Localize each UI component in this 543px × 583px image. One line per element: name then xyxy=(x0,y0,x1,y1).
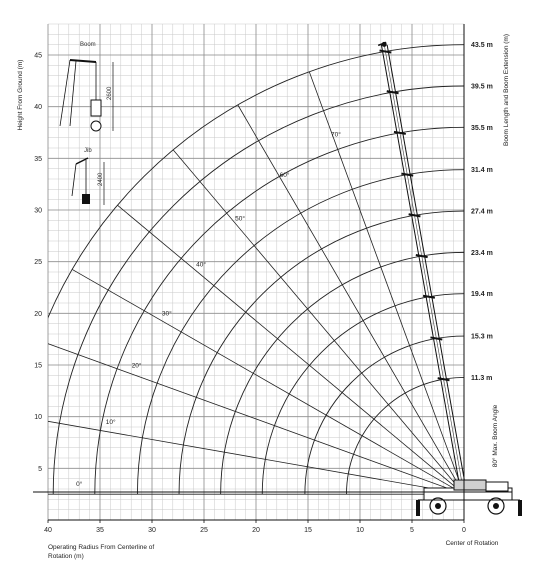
y-tick-label: 20 xyxy=(34,310,42,318)
boom-angle-label: 20° xyxy=(131,362,142,370)
crane-superstructure xyxy=(486,482,508,491)
outrigger-right xyxy=(518,500,522,516)
boom-length-label: 15.3 m xyxy=(471,333,493,341)
inset-jib-block xyxy=(82,194,90,204)
boom-length-label: 27.4 m xyxy=(471,208,493,216)
y-tick-label: 30 xyxy=(34,207,42,215)
y-tick-label: 15 xyxy=(34,362,42,370)
x-tick-label: 0 xyxy=(462,527,466,534)
inset-hook xyxy=(91,121,101,131)
y-tick-label: 40 xyxy=(34,104,42,112)
x-tick-label: 10 xyxy=(356,527,364,534)
x-tick-label: 5 xyxy=(410,527,414,534)
x-tick-label: 20 xyxy=(252,527,260,534)
x-tick-label: 25 xyxy=(200,527,208,534)
boom-angle-label: 10° xyxy=(105,418,116,426)
rear-wheel-hub xyxy=(493,503,499,509)
boom-length-label: 19.4 m xyxy=(471,291,493,299)
y-tick-label: 5 xyxy=(38,465,42,473)
inset-boom-label: Boom xyxy=(80,42,96,48)
x-tick-label: 40 xyxy=(44,527,52,534)
boom-angle-label: 30° xyxy=(161,310,172,318)
boom-length-label: 43.5 m xyxy=(471,42,493,50)
boom-length-label: 31.4 m xyxy=(471,167,493,175)
center-of-rotation-label: Center of Rotation xyxy=(445,540,499,547)
boom-angle-label: 40° xyxy=(196,261,207,269)
max-angle-label: 80° Max. Boom Angle xyxy=(492,404,499,468)
boom-angle-label: 60° xyxy=(279,172,290,180)
x-tick-label: 15 xyxy=(304,527,312,534)
inset-dim-1: 2600 xyxy=(107,86,113,100)
y-tick-label: 10 xyxy=(34,414,42,422)
inset-dim-2: 2400 xyxy=(98,172,104,186)
boom-length-label: 23.4 m xyxy=(471,249,493,257)
y-axis-title: Height From Ground (m) xyxy=(17,59,24,131)
right-axis-title: Boom Length and Boom Extension (m) xyxy=(503,33,510,147)
outrigger-left xyxy=(416,500,420,516)
x-tick-label: 35 xyxy=(96,527,104,534)
boom-angle-label: 50° xyxy=(235,215,245,223)
boom-angle-label: 70° xyxy=(331,131,341,139)
boom-angle-label: 0° xyxy=(76,480,83,488)
boom-length-label: 39.5 m xyxy=(471,83,493,91)
boom-length-label: 11.3 m xyxy=(471,374,493,382)
boom-length-label: 35.5 m xyxy=(471,124,493,132)
y-tick-label: 35 xyxy=(34,155,42,163)
front-wheel-hub xyxy=(435,503,441,509)
inset-jib-label: Jib xyxy=(84,148,92,154)
y-tick-label: 25 xyxy=(34,259,42,267)
x-tick-label: 30 xyxy=(148,527,156,534)
crane-cab xyxy=(454,480,486,490)
inset-hook-block xyxy=(91,100,101,116)
x-axis-title: Operating Radius From Centerline of Rotation (m) xyxy=(48,544,155,560)
y-tick-label: 45 xyxy=(34,52,42,60)
